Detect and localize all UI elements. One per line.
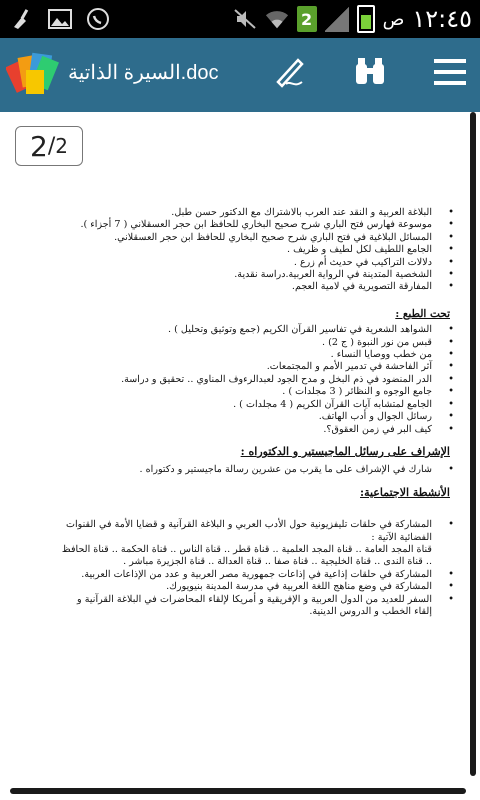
- list-item: • جامع الوجوه و النظائر ( 3 مجلدات ) .: [58, 386, 450, 398]
- list-item: • كيف البر في زمن العقوق؟.: [58, 424, 450, 436]
- current-page: 2: [30, 129, 48, 163]
- social-activities-list: [58, 519, 450, 618]
- mute-icon: [233, 7, 257, 31]
- find-button[interactable]: [350, 52, 390, 96]
- section-heading-print: تحت الطبع :: [395, 307, 450, 320]
- list-item: • المشاركة في حلقات إذاعية في إذاعات جمهورية مصر العربية و عدد من الإذاعات العربية.: [58, 569, 450, 581]
- channels-text: قناة المجد العامة .. قناة المجد العلمية .. قناة قطر .. قناة الناس .. قناة الحكمة .. قناة الحافظ .. قناة الندى .. قناة الخليجية .. قناة صفا .. قناة العدالة .. قناة الجزيرة مباشر .: [61, 543, 432, 568]
- list-item: • الجامع لمتشابه آيات القرآن الكريم ( 4 مجلدات ) .: [58, 399, 450, 411]
- spacer: [58, 505, 450, 519]
- list-item: • الشخصية المتدينة في الرواية العربية.دراسة نقدية.: [58, 269, 450, 281]
- page-indicator: 2 / 2: [15, 126, 83, 166]
- list-item: • قبس من نور النبوة ( ج 2) .: [58, 337, 450, 349]
- section-heading-social: الأنشطة الاجتماعية:: [360, 485, 450, 499]
- edit-button[interactable]: [270, 52, 310, 96]
- app-logo-icon[interactable]: [6, 48, 60, 98]
- total-pages: 2: [55, 134, 68, 158]
- document-viewer[interactable]: [0, 112, 480, 800]
- document-page: [0, 112, 480, 800]
- battery-icon: [357, 5, 375, 33]
- list-item: • من خطب ووصايا النساء .: [58, 349, 450, 361]
- document-title: السيرة الذاتية.doc: [68, 62, 219, 84]
- app-bar: [0, 38, 480, 112]
- status-indicators: [233, 5, 472, 33]
- list-item: • المفارقة التصويرية في لامية العجم.: [58, 281, 450, 293]
- list-item: • المشاركة في وضع مناهج اللغة العربية في مدرسة المدينة بنيويورك.: [58, 581, 450, 593]
- wifi-icon: [265, 7, 289, 31]
- list-item: • شارك في الإشراف على ما يقرب من عشرين رسالة ماجيستير و دكتوراه .: [58, 464, 450, 476]
- edit-icon: [272, 54, 308, 94]
- publications-list: [58, 207, 450, 294]
- list-item: • رسائل الجوال و أدب الهاتف.: [58, 411, 450, 423]
- list-item: • المسائل البلاغية في فتح الباري شرح صحيح البخاري للحافظ ابن حجر العسقلاني.: [58, 232, 450, 244]
- list-item: • الدر المنضود في ذم البخل و مدح الجود لعبدالرءوف المناوي .. تحقيق و دراسة.: [58, 374, 450, 386]
- whatsapp-icon: [86, 7, 110, 31]
- menu-button[interactable]: [430, 52, 470, 96]
- status-notifications: [10, 7, 110, 31]
- list-item: • السفر للعديد من الدول العربية و الإفريقية و أمريكا لإلقاء المحاضرات في البلاغة القرآنية و إلقاء الخطب و الدروس الدينية.: [58, 594, 450, 619]
- list-item: • الجامع اللطيف لكل لطيف و ظريف .: [58, 244, 450, 256]
- menu-icon: [432, 55, 468, 93]
- section-heading-supervision: الإشراف على رسائل الماجيستير و الدكتوراه :: [240, 444, 450, 458]
- gallery-icon: [48, 7, 72, 31]
- list-item: • المشاركة في حلقات تليفزيونية حول الأدب العربي و البلاغة القرآنية و قضايا الأمة في القنوات الفضائية الآتية :: [58, 519, 450, 544]
- supervision-list: [58, 464, 450, 476]
- list-item: • آثر الفاحشة في تدمير الأمم و المجتمعات.: [58, 361, 450, 373]
- horizontal-scrollbar[interactable]: [10, 788, 466, 794]
- broom-icon: [10, 7, 34, 31]
- in-print-list: [58, 324, 450, 436]
- status-bar: [0, 0, 480, 38]
- list-item: • البلاغة العربية و النقد عند العرب بالاشتراك مع الدكتور حسن طبل.: [58, 207, 450, 219]
- sim-badge: 2: [297, 6, 317, 32]
- signal-icon: [325, 7, 349, 31]
- list-item: • دلالات التراكيب في حديث أم زرع .: [58, 257, 450, 269]
- status-ampm: ص: [382, 8, 405, 30]
- document-content: [58, 207, 450, 618]
- list-item: • موسوعة فهارس فتح الباري شرح صحيح البخاري للحافظ ابن حجر العسقلاني ( 7 أجزاء ).: [58, 219, 450, 231]
- find-icon: [352, 54, 388, 94]
- list-item: • الشواهد الشعرية في تفاسير القرآن الكريم (جمع وتوثيق وتحليل ) .: [58, 324, 450, 336]
- status-time: ١٢:٤٥: [412, 5, 472, 33]
- vertical-scrollbar[interactable]: [470, 112, 476, 776]
